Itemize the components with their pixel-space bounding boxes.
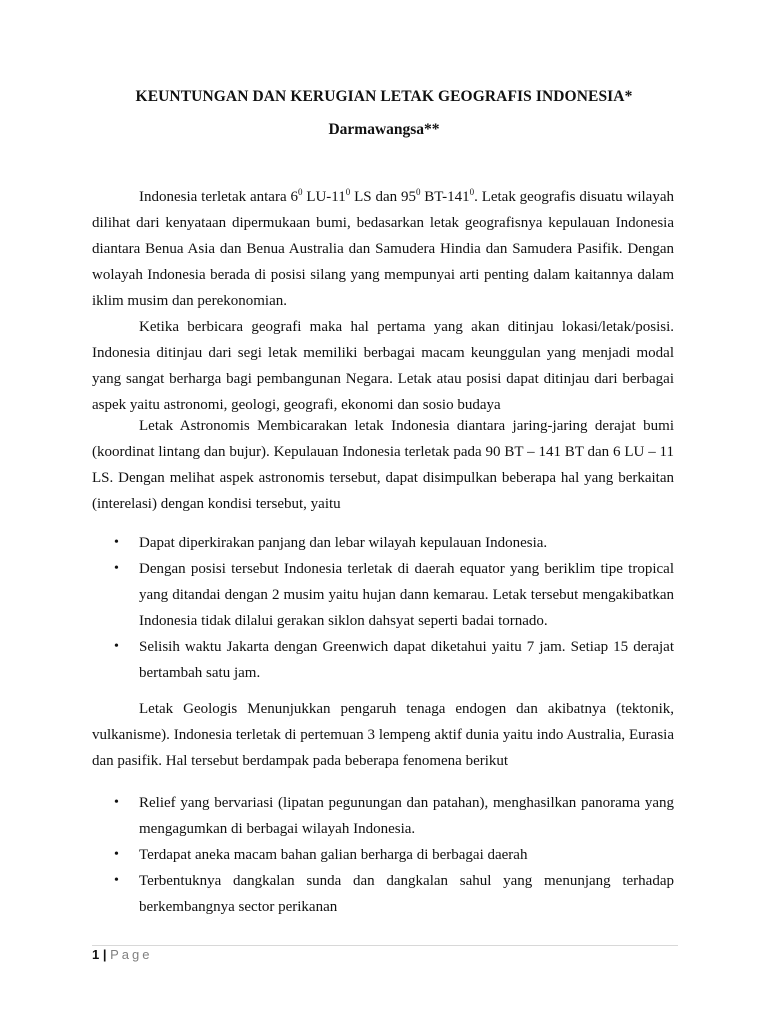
- list-item-text: Dengan posisi tersebut Indonesia terletak di daerah equator yang beriklim tipe tropical yang ditandai dengan 2 musim yaitu hujan dann kemarau. Letak tersebut mengakibatkan Indonesia tidak dilalui gerakan siklon dahsyat seperti badai tornado.: [139, 561, 674, 629]
- list-item-text: Selisih waktu Jakarta dengan Greenwich dapat diketahui yaitu 7 jam. Setiap 15 derajat bertambah satu jam.: [139, 639, 674, 681]
- document-author: Darmawangsa**: [328, 121, 440, 138]
- paragraph-geologis: Letak Geologis Menunjukkan pengaruh tenaga endogen dan akibatnya (tektonik, vulkanisme). Indonesia terletak di pertemuan 3 lempeng aktif dunia yaitu indo Australia, Eurasia dan pasifik. Hal tersebut berdampak pada beberapa fenomena berikut: [92, 701, 674, 769]
- page-label: Page: [110, 947, 153, 962]
- list-item: [92, 634, 674, 686]
- list-item: [92, 868, 674, 920]
- list-item-text: Terbentuknya dangkalan sunda dan dangkalan sahul yang menunjang terhadap berkembangnya sector perikanan: [139, 873, 674, 915]
- bullet-icon: •: [114, 535, 119, 550]
- intro-text-4: BT-141: [420, 189, 470, 205]
- list-item-text: Dapat diperkirakan panjang dan lebar wilayah kepulauan Indonesia.: [139, 535, 548, 551]
- degree-sup-4: 0: [469, 187, 475, 197]
- intro-text-1: Indonesia terletak antara 6: [139, 189, 298, 205]
- degree-sup-2: 0: [345, 187, 351, 197]
- page-number: 1: [92, 947, 100, 962]
- paragraph-intro: [92, 184, 674, 314]
- list-geologis: [92, 790, 674, 920]
- document-title: KEUNTUNGAN DAN KERUGIAN LETAK GEOGRAFIS INDONESIA*: [135, 88, 633, 105]
- intro-text-5: . Letak geografis disuatu wilayah dilihat dari kenyataan dipermukaan bumi, bedasarkan letak geografisnya kepulauan Indonesia diantara Benua Asia dan Benua Australia dan Samudera Hindia dan Samudera Pasifik. Dengan wolayah Indonesia berada di posisi silang yang mempunyai arti penting dalam kaitannya dalam iklim musim dan perekonomian.: [92, 189, 674, 309]
- list-item: [92, 556, 674, 634]
- bullet-icon: •: [114, 561, 119, 576]
- list-astronomis: [92, 530, 674, 686]
- degree-sup-3: 0: [415, 187, 421, 197]
- intro-text-2: LU-11: [302, 189, 346, 205]
- list-item-text: Relief yang bervariasi (lipatan pegunungan dan patahan), menghasilkan panorama yang mengagumkan di berbagai wilayah Indonesia.: [139, 795, 674, 837]
- list-item: [92, 842, 674, 868]
- bullet-icon: •: [114, 847, 119, 862]
- paragraph-geography: Ketika berbicara geografi maka hal pertama yang akan ditinjau lokasi/letak/posisi. Indonesia ditinjau dari segi letak memiliki berbagai macam keunggulan yang menjadi modal yang sangat berharga bagi pembangunan Negara. Letak atau posisi dapat ditinjau dari berbagai aspek yaitu astronomi, geologi, geografi, ekonomi dan sosio budaya: [92, 319, 674, 413]
- bullet-icon: •: [114, 639, 119, 654]
- footer-separator: |: [102, 947, 107, 962]
- bullet-icon: •: [114, 795, 119, 810]
- page-footer: [92, 947, 153, 962]
- degree-sup-1: 0: [297, 187, 303, 197]
- list-item-text: Terdapat aneka macam bahan galian berharga di berbagai daerah: [139, 847, 528, 863]
- bullet-icon: •: [114, 873, 119, 888]
- paragraph-astronomis: Letak Astronomis Membicarakan letak Indonesia diantara jaring-jaring derajat bumi (koordinat lintang dan bujur). Kepulauan Indonesia terletak pada 90 BT – 141 BT dan 6 LU – 11 LS. Dengan melihat aspek astronomis tersebut, dapat disimpulkan beberapa hal yang berkaitan (interelasi) dengan kondisi tersebut, yaitu: [92, 418, 674, 512]
- list-item: [92, 530, 674, 556]
- list-item: [92, 790, 674, 842]
- footer-divider: [92, 945, 678, 946]
- intro-text-3: LS dan 95: [350, 189, 416, 205]
